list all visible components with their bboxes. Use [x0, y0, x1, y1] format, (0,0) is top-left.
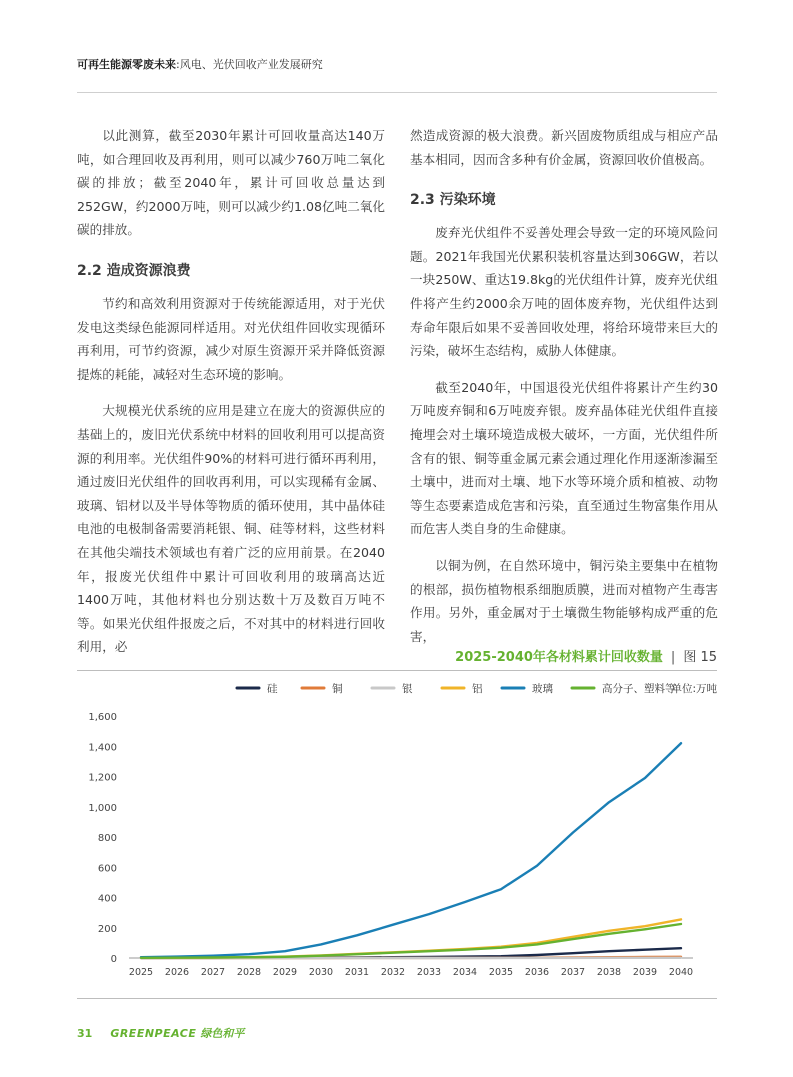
header-divider [77, 92, 717, 93]
y-tick-label: 200 [97, 923, 117, 935]
greenpeace-logo-cn: 绿色和平 [200, 1027, 245, 1040]
figure-number: 图 15 [683, 650, 717, 665]
x-tick-label: 2034 [452, 967, 478, 978]
page-footer [77, 1025, 244, 1041]
legend-label: 铜 [332, 683, 343, 695]
legend-label: 高分子、塑料等 [602, 683, 676, 695]
x-tick-label: 2038 [596, 967, 622, 978]
right-column [410, 124, 718, 661]
x-tick-label: 2025 [128, 967, 154, 978]
header-title: 可再生能源零废未来 [77, 58, 176, 71]
section-heading-2-3: 2.3 污染环境 [410, 192, 496, 209]
y-tick-label: 600 [97, 863, 117, 875]
paragraph: 节约和高效利用资源对于传统能源适用，对于光伏发电这类绿色能源同样适用。对光伏组件回收实现循环再利用，可节约资源，减少对原生资源开采并降低资源提炼的耗能，减轻对生态环境的影响。 [77, 295, 385, 382]
figure-title: 2025-2040年各材料累计回收数量 [455, 650, 663, 665]
x-tick-label: 2033 [416, 967, 442, 978]
section-heading-2-2: 2.2 造成资源浪费 [77, 262, 191, 279]
unit-label: 单位:万吨 [671, 683, 717, 695]
paragraph: 大规模光伏系统的应用是建立在庞大的资源供应的基础上的，废旧光伏系统中材料的回收利用可以提高资源的利用率。光伏组件90%的材料可进行循环再利用，通过废旧光伏组件的回收再利用，可以实现稀有金属、玻璃、铝材以及半导体等物质的循环使用，其中晶体硅电池的电极制备需要消耗银、铜、硅等材料，这些材料在其他尖端技术领域也有着广泛的应用前景。在2040年，报废光伏组件中累计可回收利用的玻璃高达近1400万吨，其他材料也分别达数十万及数百万吨不等。如果光伏组件报废之后，不对其中的材料进行回收利用，必 [77, 403, 385, 655]
y-tick-label: 800 [97, 833, 117, 844]
figure-separator: | [670, 650, 676, 665]
y-tick-label: 1,000 [88, 802, 117, 814]
legend-label: 硅 [267, 683, 278, 695]
x-tick-label: 2040 [668, 967, 694, 978]
greenpeace-logo: GREENPEACE [110, 1027, 197, 1040]
page-number: 31 [77, 1027, 93, 1040]
legend-label: 铝 [472, 683, 483, 695]
x-tick-label: 2029 [272, 967, 298, 978]
y-tick-label: 400 [97, 893, 117, 905]
legend-label: 银 [402, 683, 413, 695]
x-tick-label: 2032 [380, 967, 406, 978]
series-line-玻璃 [141, 743, 681, 957]
y-tick-label: 1,600 [88, 712, 117, 723]
x-tick-label: 2039 [632, 967, 658, 978]
x-tick-label: 2035 [488, 967, 514, 978]
paragraph: 以铜为例，在自然环境中，铜污染主要集中在植物的根部，损伤植物根系细胞质膜，进而对植物产生毒害作用。另外，重金属对于土壤微生物能够构成严重的危害， [410, 557, 718, 644]
x-tick-label: 2027 [200, 967, 226, 978]
x-tick-label: 2037 [560, 967, 586, 978]
x-tick-label: 2028 [236, 967, 262, 978]
running-header [77, 56, 323, 72]
paragraph: 以此测算，截至2030年累计可回收量高达140万吨，如合理回收及再利用，则可以减少760万吨二氧化碳的排放；截至2040年，累计可回收总量达到252GW，约2000万吨，则可以减少约1.08亿吨二氧化碳的排放。 [77, 128, 385, 238]
paragraph: 然造成资源的极大浪费。新兴固废物质组成与相应产品基本相同，因而含多种有价金属，资源回收价值极高。 [410, 128, 718, 167]
header-subtitle: :风电、光伏回收产业发展研究 [176, 58, 323, 71]
y-tick-label: 1,200 [88, 772, 117, 784]
left-column [77, 124, 385, 672]
x-tick-label: 2030 [308, 967, 334, 978]
y-tick-label: 1,400 [88, 742, 117, 754]
paragraph: 废弃光伏组件不妥善处理会导致一定的环境风险问题。2021年我国光伏累积装机容量达到306GW，若以一块250W、重达19.8kg的光伏组件计算，废弃光伏组件将产生约2000余万吨的固体废弃物，光伏组件达到寿命年限后如果不妥善回收处理，将给环境带来巨大的污染，破坏生态结构，威胁人体健康。 [410, 225, 718, 359]
legend-label: 玻璃 [532, 683, 553, 695]
line-chart [77, 672, 717, 994]
figure-caption [455, 646, 717, 665]
figure-bottom-rule [77, 998, 717, 999]
x-tick-label: 2036 [524, 967, 550, 978]
y-tick-label: 0 [110, 954, 117, 965]
x-tick-label: 2026 [164, 967, 190, 978]
paragraph: 截至2040年，中国退役光伏组件将累计产生约30万吨废弃铜和6万吨废弃银。废弃晶体硅光伏组件直接掩埋会对土壤环境造成极大破坏，一方面，光伏组件所含有的银、铜等重金属元素会通过理化作用逐渐渗漏至土壤中，进而对土壤、地下水等环境介质和植被、动物等生态要素造成危害和污染，直至通过生物富集作用从而危害人类自身的生命健康。 [410, 379, 718, 537]
figure-top-rule [77, 670, 717, 671]
x-tick-label: 2031 [344, 967, 370, 978]
